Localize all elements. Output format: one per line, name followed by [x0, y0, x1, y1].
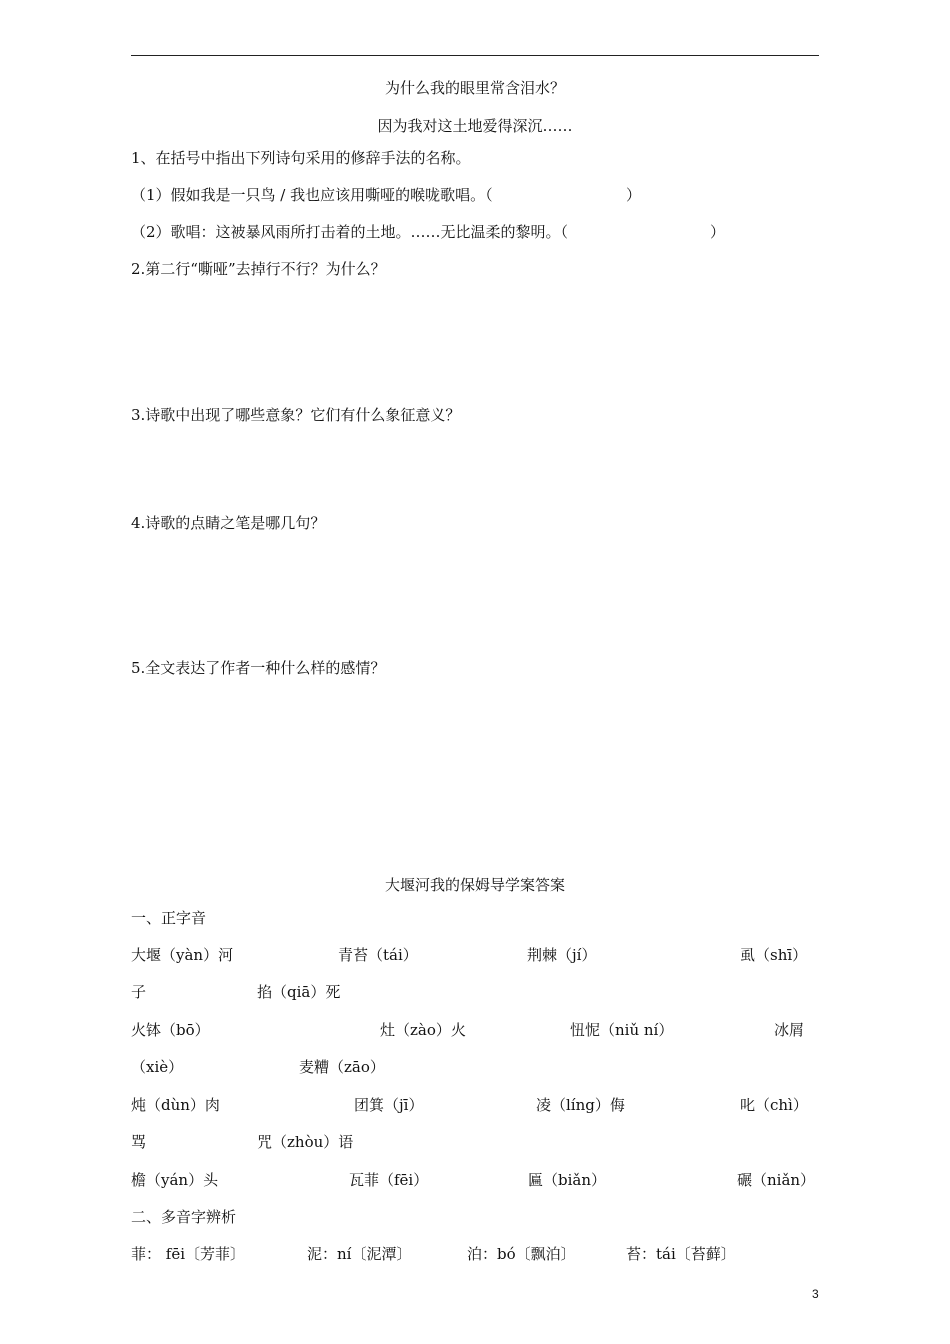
pronunciation-item: 叱（chì） — [740, 1096, 808, 1114]
pronunciation-item: 火钵（bō） — [131, 1021, 210, 1039]
pronunciation-item: 掐（qiā）死 — [257, 983, 341, 1001]
pronunciation-item: 瓦菲（fēi） — [349, 1171, 429, 1189]
pronunciation-item: 青苔（tái） — [338, 946, 418, 964]
pronunciation-item: 大堰（yàn）河 — [131, 946, 234, 964]
question-4: 4.诗歌的点睛之笔是哪几句？ — [131, 514, 326, 532]
question-5: 5.全文表达了作者一种什么样的感情？ — [131, 659, 386, 677]
header-rule — [131, 55, 819, 56]
pronunciation-row — [131, 1132, 813, 1152]
pronunciation-item: 碾（niǎn） — [737, 1171, 816, 1189]
pronunciation-item: 虱（shī） — [740, 946, 808, 964]
question-1: 1、在括号中指出下列诗句采用的修辞手法的名称。 — [131, 149, 471, 167]
question-1-a-blank-close: ） — [626, 186, 642, 204]
section-heading-polyphones: 二、多音字辨析 — [131, 1208, 237, 1226]
pronunciation-row — [131, 945, 813, 965]
pronunciation-row — [131, 982, 813, 1002]
polyphone-item: 苔：tái〔苔藓〕 — [626, 1245, 736, 1263]
pronunciation-item: 檐（yán）头 — [131, 1171, 219, 1189]
pronunciation-row — [131, 1170, 816, 1190]
pronunciation-item: （xiè） — [131, 1058, 184, 1076]
answers-title: 大堰河我的保姆导学案答案 — [384, 876, 565, 894]
polyphone-item: 菲： fēi〔芳菲〕 — [131, 1245, 245, 1263]
question-1-b: （2）歌唱：这被暴风雨所打击着的土地。……无比温柔的黎明。（ — [131, 223, 569, 241]
page-number: 3 — [812, 1287, 819, 1301]
pronunciation-item: 凌（líng）侮 — [536, 1096, 625, 1114]
poem-line-2: 因为我对这土地爱得深沉…… — [377, 117, 573, 135]
pronunciation-item: 团箕（jī） — [354, 1096, 424, 1114]
question-1-a: （1）假如我是一只鸟 / 我也应该用嘶哑的喉咙歌唱。（ — [131, 186, 493, 204]
pronunciation-row — [131, 1095, 813, 1115]
pronunciation-item: 麦糟（zāo） — [299, 1058, 385, 1076]
pronunciation-item: 冰屑 — [774, 1021, 805, 1039]
polyphone-item: 泥：ní〔泥潭〕 — [307, 1245, 412, 1263]
pronunciation-item: 匾（biǎn） — [528, 1171, 607, 1189]
pronunciation-row — [131, 1020, 813, 1040]
poem-line-1: 为什么我的眼里常含泪水？ — [384, 79, 565, 97]
pronunciation-item: 咒（zhòu）语 — [257, 1133, 354, 1151]
pronunciation-item: 忸怩（niǔ ní） — [570, 1021, 674, 1039]
question-3: 3.诗歌中出现了哪些意象？它们有什么象征意义？ — [131, 406, 461, 424]
pronunciation-item: 荆棘（jí） — [527, 946, 597, 964]
polyphone-row — [131, 1244, 813, 1264]
polyphone-item: 泊：bó〔飘泊〕 — [467, 1245, 576, 1263]
pronunciation-row — [131, 1057, 813, 1077]
pronunciation-item: 子 — [131, 983, 147, 1001]
section-heading-pronunciation: 一、正字音 — [131, 909, 207, 927]
question-1-b-blank-close: ） — [710, 223, 726, 241]
pronunciation-item: 骂 — [131, 1133, 147, 1151]
pronunciation-item: 灶（zào）火 — [380, 1021, 466, 1039]
pronunciation-item: 炖（dùn）肉 — [131, 1096, 220, 1114]
question-2: 2.第二行“嘶哑”去掉行不行？为什么？ — [131, 260, 386, 278]
